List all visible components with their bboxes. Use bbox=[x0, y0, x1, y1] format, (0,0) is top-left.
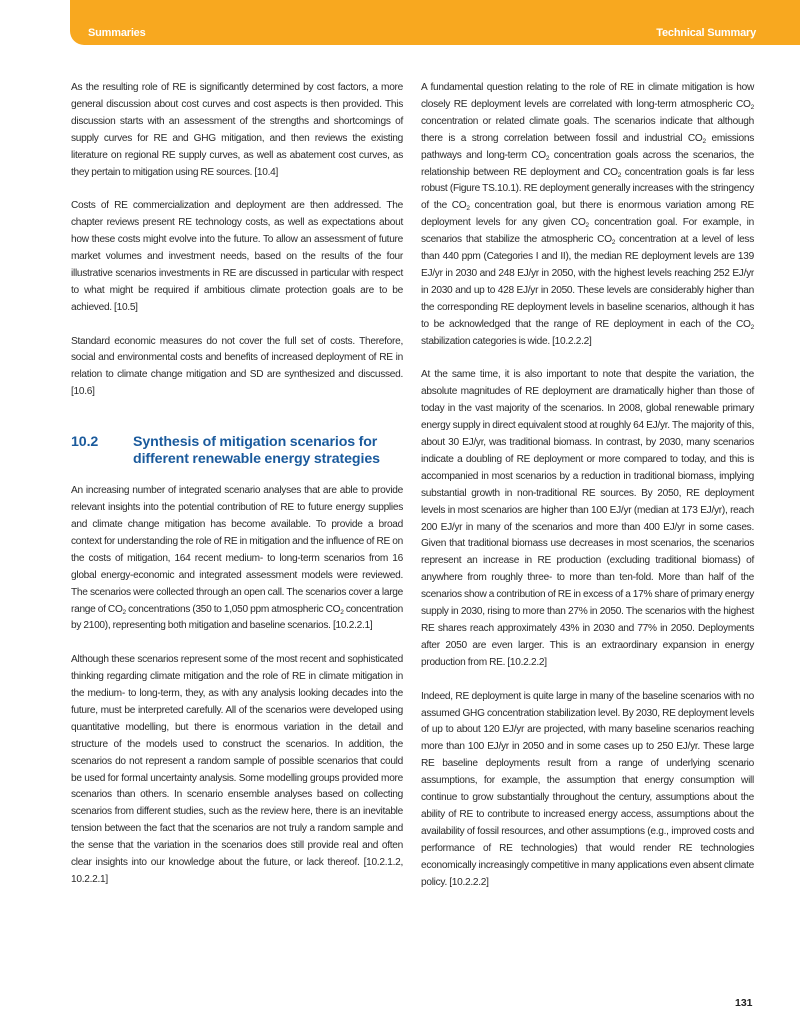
text-run: concentration by 2100), representing both mitigation and baseline scenarios. [10.2.2.1] bbox=[71, 603, 403, 632]
paragraph: Costs of RE commercialization and deployment are then addressed. The chapter reviews present RE technology costs, as well as expectations about how these costs might evolve into the future. To allow an assessment of future market volumes and investment needs, based on the results of the four illustrative scenarios investments in RE are discussed in particular with respect to what might be required if ambitious climate protection goals are to be achieved. [10.5] bbox=[71, 200, 403, 313]
subscript: 2 bbox=[340, 608, 344, 616]
header-band bbox=[70, 0, 800, 45]
text-run: concentration goals is far less robust (Figure TS.10.1). RE deployment generally increases with the stringency of the CO bbox=[421, 166, 754, 212]
text-run: concentration goals across the scenarios, the relationship between RE deployment and CO bbox=[421, 149, 754, 178]
text-run: An increasing number of integrated scenario analyses that are able to provide relevant insights into the potential contribution of RE to future energy supplies and climate change mitigation has become available. To provide a broad context for understanding the role of RE in mitigation and the influence of RE on the costs of mitigation, 164 recent medium- to long-term scenarios from 16 global energy-economic and integrated assessment models were reviewed. The scenarios were collected through an open call. The scenarios cover a large range of CO bbox=[71, 485, 403, 615]
section-title: Synthesis of mitigation scenarios for different renewable energy strategies bbox=[133, 434, 380, 468]
subscript: 2 bbox=[611, 239, 616, 247]
text-run: concentrations (350 to 1,050 ppm atmospheric CO bbox=[125, 603, 341, 615]
subscript: 2 bbox=[750, 323, 754, 331]
paragraph: Standard economic measures do not cover the full set of costs. Therefore, social and environmental costs and benefits of increased deployment of RE in relation to climate change mitigation and SD are synthesized and discussed. [10.6] bbox=[71, 335, 403, 398]
subscript: 2 bbox=[466, 205, 470, 213]
running-header-title: Technical Summary bbox=[656, 27, 756, 39]
paragraph: As the resulting role of RE is significantly determined by cost factors, a more general discussion about cost curves and cost aspects is then provided. This discussion starts with an assessment of the strengths and shortcomings of supply curves for RE and GHG mitigation, and then reviews the existing literature on regional RE supply curves, as well as abatement cost curves, as they pertain to mitigation using RE sources. [10.4] bbox=[71, 82, 403, 178]
text-run: concentration goal. For example, in scenarios that stabilize the atmospheric CO bbox=[421, 217, 754, 246]
subscript: 2 bbox=[702, 137, 706, 145]
left-column bbox=[71, 80, 403, 906]
running-header-section: Summaries bbox=[88, 27, 146, 39]
section-heading bbox=[71, 434, 403, 468]
subscript: 2 bbox=[122, 608, 126, 616]
text-run: concentration at a level of less than 440 ppm (Categories I and II), the median RE deployment levels are 139 EJ/yr in 2030 and 248 EJ/yr in 2050, with the highest levels reaching 252 EJ/yr in 2030 and up to 428 EJ/yr in 2050. These levels are considerably higher than the corresponding RE deployment levels in baseline scenarios, although it has to be acknowledged that the range of RE deployment in each of the CO bbox=[421, 234, 754, 330]
text-run: stabilization categories is wide. [10.2.2.2] bbox=[421, 335, 592, 347]
subscript: 2 bbox=[750, 103, 754, 111]
text-run: emissions pathways and long-term CO bbox=[421, 132, 754, 161]
paragraph bbox=[421, 80, 754, 351]
paragraph: At the same time, it is also important to note that despite the variation, the absolute magnitudes of RE deployment are dramatically higher than those of today in the vast majority of the scenarios. In 2008, global renewable primary energy supply in direct equivalent stood at roughly 64 EJ/yr. The majority of this, about 30 EJ/yr, was traditional biomass. In contrast, by 2030, many scenarios indicate a doubling of RE deployment or more compared to today, and this is accompanied in most scenarios by a reduction in traditional biomass, implying substantial growth in non-traditional RE sources. By 2050, RE deployment levels in most scenarios are higher than 100 EJ/yr (median at 173 EJ/yr), reach 200 EJ/yr in many of the scenarios and more than 400 EJ/yr in some cases. Given that traditional biomass use decreases in most scenarios, the scenarios represent an increase in RE production (excluding traditional biomass) of anywhere from roughly three- to more than ten-fold. More than half of the scenarios show a contribution of RE in excess of a 17% share of primary energy supply in 2030, rising to more than 27% in 2050. The scenarios with the highest RE shares reach approximately 43% in 2030 and 77% in 2050. Deployments after 2050 are even larger. This is an extraordinary expansion in energy production from RE. [10.2.2.2] bbox=[421, 369, 755, 668]
paragraph bbox=[71, 483, 403, 635]
right-column bbox=[421, 80, 754, 908]
text-run: concentration or related climate goals. The scenarios indicate that although there is a strong correlation between fossil and industrial CO bbox=[421, 115, 754, 144]
text-run: A fundamental question relating to the role of RE in climate mitigation is how closely RE deployment levels are correlated with long-term atmospheric CO bbox=[421, 82, 754, 110]
subscript: 2 bbox=[617, 171, 622, 179]
subscript: 2 bbox=[545, 154, 550, 162]
section-number: 10.2 bbox=[71, 434, 99, 451]
paragraph: Although these scenarios represent some of the most recent and sophisticated thinking regarding climate mitigation and the role of RE in climate mitigation in the medium- to long-term, they, as with any analysis looking decades into the future, must be interpreted carefully. All of the scenarios were developed using quantitative modelling, but there is enormous variation in the detail and structure of the models used to construct the scenarios. In addition, the scenarios do not represent a random sample of possible scenarios that could be used for formal uncertainty analysis. Some modelling groups provided more scenarios than others. In scenario ensemble analyses based on collecting scenarios from different studies, such as the review here, there is an inevitable tension between the fact that the scenarios are not truly a random sample and the sense that the variation in the scenarios does still provide real and often clear insights into our knowledge about the future, or lack thereof. [10.2.1.2, 10.2.2.1] bbox=[71, 654, 403, 886]
paragraph: Indeed, RE deployment is quite large in many of the baseline scenarios with no assumed GHG concentration stabilization level. By 2030, RE deployment levels of up to about 120 EJ/yr are projected, with many baseline scenarios reaching more than 100 EJ/yr in 2050 and in some cases up to 250 EJ/yr. These large RE baseline deployments result from a range of underlying scenario assumptions, for example, the assumption that energy consumption will continue to grow substantially throughout the century, assumptions about the ability of RE to contribute to increased energy access, assumptions about the availability of fossil resources, and other assumptions (e.g., improved costs and performance of RE technologies) that would render RE technologies economically increasingly competitive in many applications even absent climate policy. [10.2.2.2] bbox=[421, 690, 754, 888]
subscript: 2 bbox=[585, 222, 589, 230]
text-run: concentration goal, but there is enormous variation among RE deployment levels for any given CO bbox=[421, 200, 754, 229]
page-number: 131 bbox=[735, 997, 753, 1009]
